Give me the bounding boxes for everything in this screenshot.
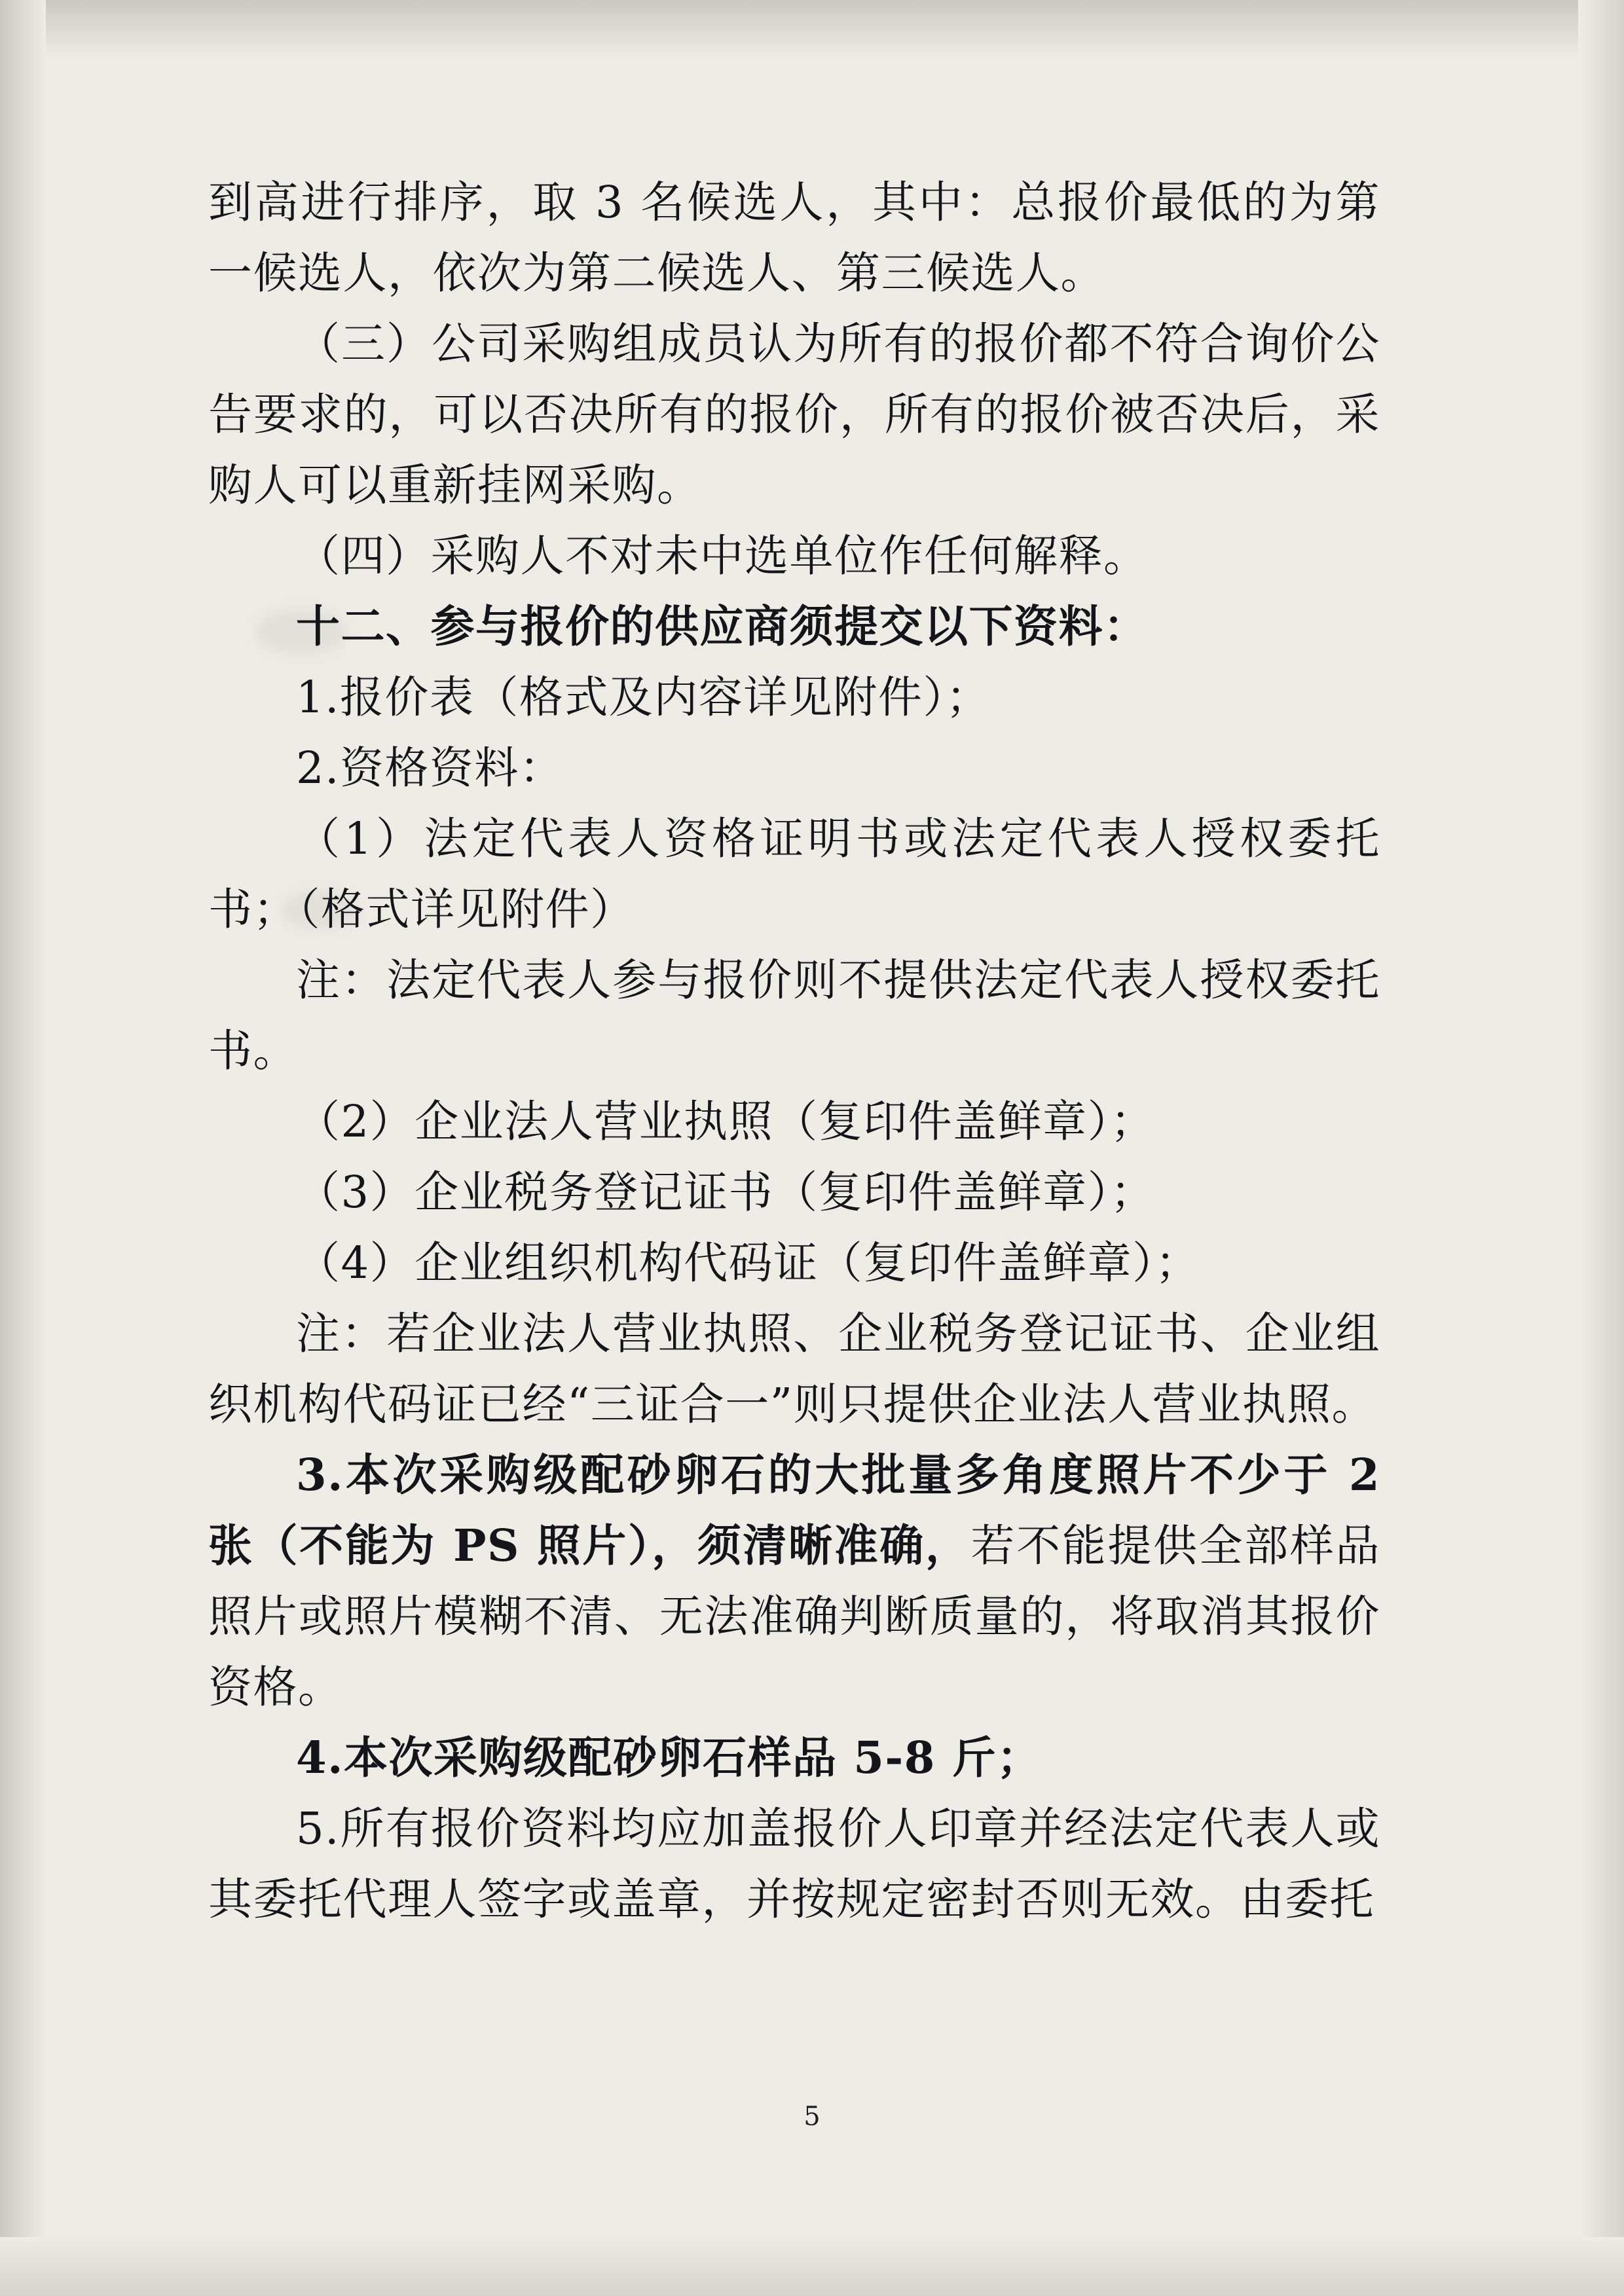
paragraph-material-4 [208,1722,1380,1793]
paragraph-material-3-bold: 3.本次采购级配砂卵石的大批量多角度照片不少于 2 张（不能为 PS 照片），须清晰准确， [208,1449,1380,1571]
paragraph-item-three: （三）公司采购组成员认为所有的报价都不符合询价公告要求的，可以否决所有的报价，所有的报价被否决后，采购人可以重新挂网采购。 [208,318,1380,511]
page-edge-shading-left [0,0,46,2296]
page-edge-shading-bottom [0,2237,1624,2296]
paragraph-material-3-plain: 若不能提供全部样品照片或照片模糊不清、无法准确判断质量的，将取消其报价资格。 [208,1520,1380,1713]
paragraph-item-four: （四）采购人不对未中选单位作任何解释。 [296,530,1149,581]
paragraph-note-2: 注：若企业法人营业执照、企业税务登记证书、企业组织机构代码证已经“三证合一”则只提供企业法人营业执照。 [208,1308,1380,1430]
paragraph-material-2-4: （4）企业组织机构代码证（复印件盖鲜章）； [296,1237,1200,1288]
paragraph-material-2: 2.资格资料： [296,742,564,793]
paragraph-material-2-2: （2）企业法人营业执照（复印件盖鲜章）； [296,1096,1156,1147]
document-body [208,167,1380,1935]
page-edge-shading-top [0,0,1624,59]
paragraph-material-2-1: （1）法定代表人资格证明书或法定代表人授权委托书；（格式详见附件） [208,813,1380,935]
paragraph-material-2-3: （3）企业税务登记证书（复印件盖鲜章）； [296,1167,1156,1218]
paragraph-material-3 [208,1440,1380,1722]
section-heading-twelve: 十二、参与报价的供应商须提交以下资料： [296,600,1149,652]
paragraph-note-1: 注：法定代表人参与报价则不提供法定代表人授权委托书。 [208,955,1380,1076]
page-number: 5 [803,2102,821,2132]
page-edge-shading-right [1578,0,1624,2296]
paragraph-material-4-bold: 4.本次采购级配砂卵石样品 5-8 斤； [296,1732,1042,1783]
paragraph-material-5: 5.所有报价资料均应加盖报价人印章并经法定代表人或其委托代理人签字或盖章，并按规定密封否则无效。由委托 [208,1803,1380,1925]
paragraph-material-1: 1.报价表（格式及内容详见附件）； [296,672,991,723]
paragraph-continuation: 到高进行排序，取 3 名候选人，其中：总报价最低的为第一候选人，依次为第二候选人、第三候选人。 [208,177,1380,299]
